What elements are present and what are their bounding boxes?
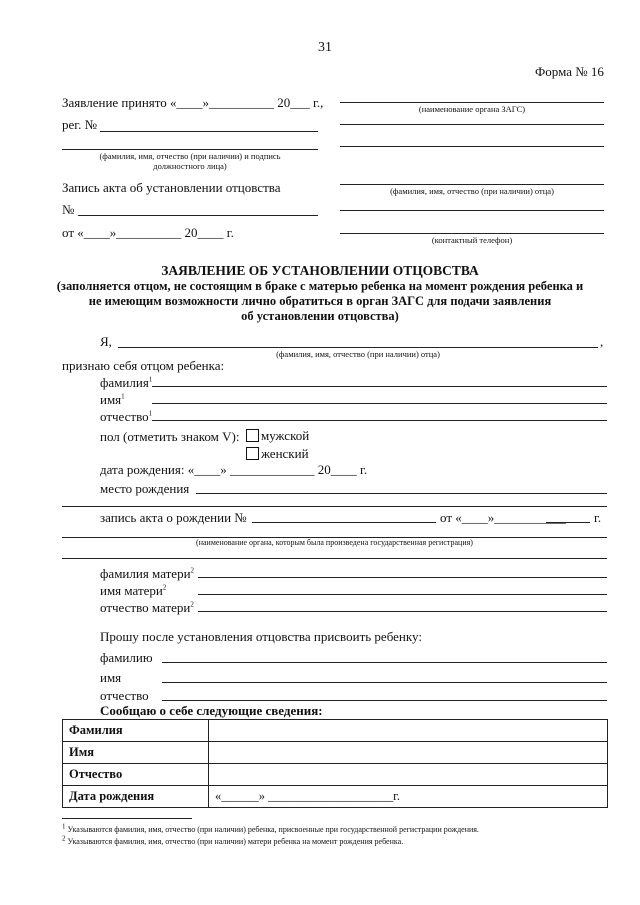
table-row [63, 720, 608, 742]
child-surname-label: фамилия$^1$ [100, 375, 153, 390]
zags-caption: (наименование органа ЗАГС) [418, 104, 526, 114]
mother-surname-label: фамилия матери$^2$ [100, 566, 195, 581]
req-patronymic-label: отчество [100, 688, 149, 703]
birth-record-label: запись акта о рождении № [100, 510, 247, 525]
reg-field[interactable] [100, 131, 318, 132]
req-surname-label: фамилию [100, 650, 153, 665]
birthplace-label: место рождения [100, 481, 190, 496]
table-label-dob: Дата рождения [63, 786, 209, 808]
birth-record-year-field[interactable] [546, 522, 590, 523]
mother-surname-field[interactable] [198, 577, 607, 578]
table-value-patronymic[interactable] [209, 764, 608, 786]
table-label-patronymic: Отчество [63, 764, 209, 786]
ya-comma: , [600, 334, 604, 349]
table-row [63, 742, 608, 764]
accepted-line[interactable]: Заявление принято «____»__________ 20___ г., [62, 95, 324, 110]
father-field-2[interactable] [340, 210, 604, 211]
zags-field[interactable] [340, 102, 604, 103]
reg-label: рег. № [62, 117, 98, 132]
req-patronymic-field[interactable] [162, 700, 607, 701]
mother-name-label: имя матери$^2$ [100, 583, 167, 598]
birth-record-number-field[interactable] [252, 522, 436, 523]
child-name-field[interactable] [152, 403, 607, 404]
footnote-2: $^2$ Указываются фамилия, имя, отчество (при наличии) матери ребенка на момент рождения ребенка. [62, 834, 404, 846]
req-name-field[interactable] [162, 682, 607, 683]
form-title: ЗАЯВЛЕНИЕ ОБ УСТАНОВЛЕНИИ ОТЦОВСТВА [161, 263, 479, 278]
birth-org-field-2[interactable] [62, 558, 607, 559]
female-checkbox[interactable] [246, 447, 259, 460]
mother-patronymic-field[interactable] [198, 611, 607, 612]
ya-caption: (фамилия, имя, отчество (при наличии) отца) [276, 349, 440, 359]
title-sub-2: не имеющим возможности лично обратиться в орган ЗАГС для подачи заявления [88, 294, 552, 308]
birth-record-from[interactable]: от «____»___________ [440, 510, 566, 525]
req-name-label: имя [100, 670, 122, 685]
record-number-field[interactable] [78, 215, 318, 216]
phone-caption: (контактный телефон) [431, 235, 513, 245]
sex-label: пол (отметить знаком V): [100, 429, 240, 444]
form-number: Форма № 16 [535, 64, 604, 79]
number-label: № [62, 202, 75, 217]
self-info-table [62, 719, 608, 808]
child-surname-field[interactable] [152, 386, 607, 387]
zags-field-2[interactable] [340, 124, 604, 125]
ya-label: Я, [100, 334, 112, 349]
male-checkbox[interactable] [246, 429, 259, 442]
child-dob[interactable]: дата рождения: «____» _____________ 20____ г. [100, 462, 368, 477]
mother-patronymic-label: отчество матери$^2$ [100, 600, 194, 615]
title-sub-3: об установлении отцовства) [241, 309, 399, 323]
record-label: Запись акта об установлении отцовства [62, 180, 281, 195]
table-row [63, 786, 608, 808]
child-patronymic-field[interactable] [152, 420, 607, 421]
father-caption: (фамилия, имя, отчество (при наличии) отца) [390, 186, 554, 196]
table-row [63, 764, 608, 786]
official-field[interactable] [62, 149, 318, 150]
record-from[interactable]: от «____»__________ 20____ г. [62, 225, 234, 240]
footnote-divider [62, 818, 192, 819]
birthplace-field[interactable] [196, 493, 607, 494]
table-label-name: Имя [63, 742, 209, 764]
male-option[interactable]: мужской [246, 428, 309, 444]
table-value-dob[interactable]: «______» ____________________г. [209, 786, 608, 808]
recognize-label: признаю себя отцом ребенка: [62, 358, 225, 373]
official-caption-1: (фамилия, имя, отчество (при наличии) и подпись [99, 151, 281, 161]
birthplace-field-2[interactable] [62, 506, 607, 507]
female-option[interactable]: женский [246, 446, 309, 462]
father-field[interactable] [340, 184, 604, 185]
request-label: Прошу после установления отцовства присвоить ребенку: [100, 629, 422, 644]
mother-name-field[interactable] [198, 594, 607, 595]
table-label-surname: Фамилия [63, 720, 209, 742]
child-name-label: имя$^1$ [100, 392, 125, 407]
page-number: 31 [318, 40, 332, 55]
zags-field-3[interactable] [340, 146, 604, 147]
phone-field[interactable] [340, 233, 604, 234]
child-patronymic-label: отчество$^1$ [100, 409, 153, 424]
self-info-label: Сообщаю о себе следующие сведения: [100, 703, 323, 718]
birth-org-caption: (наименование органа, которым была произведена государственная регистрация) [196, 538, 473, 547]
table-value-name[interactable] [209, 742, 608, 764]
title-sub-1: (заполняется отцом, не состоящим в браке с матерью ребенка на момент рождения ребенка и [56, 279, 584, 293]
req-surname-field[interactable] [162, 662, 607, 663]
father-fullname-field[interactable] [118, 347, 598, 348]
official-caption-2: должностного лица) [153, 161, 227, 171]
footnote-1: $^1$ Указываются фамилия, имя, отчество (при наличии) ребенка, присвоенные при государственной регистрации рождения. [62, 822, 479, 834]
birth-record-g: г. [594, 510, 602, 525]
table-value-surname[interactable] [209, 720, 608, 742]
